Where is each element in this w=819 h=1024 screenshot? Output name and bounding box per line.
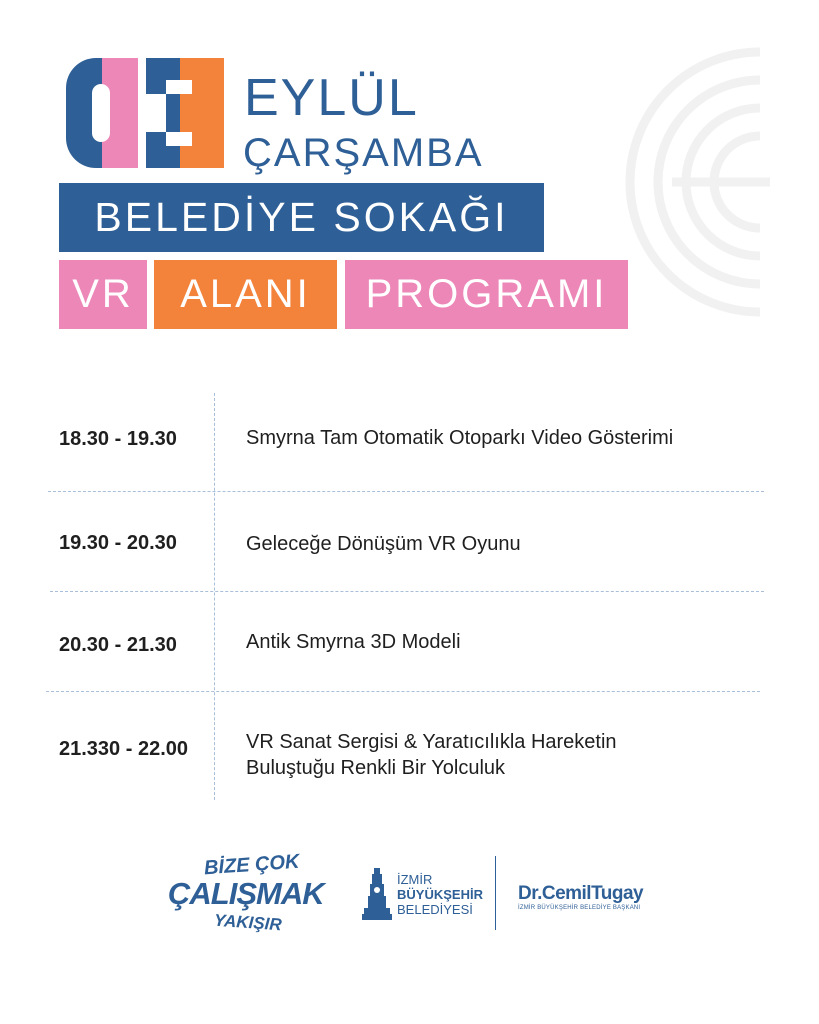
row-divider: [50, 591, 764, 592]
mayor-name: Dr.CemilTugay: [518, 883, 644, 904]
municipality-line-3: BELEDİYESİ: [397, 902, 473, 917]
municipality-name: [397, 872, 483, 917]
schedule-event-4: [246, 729, 766, 781]
month-label: EYLÜL: [244, 69, 419, 127]
subtitle-programi: PROGRAMI: [345, 260, 628, 329]
schedule-event-3: Antik Smyrna 3D Modeli: [246, 631, 461, 653]
schedule-time-3: 20.30 - 21.30: [59, 634, 177, 656]
schedule-time-4: 21.330 - 22.00: [59, 738, 188, 760]
subtitle-vr: VR: [59, 260, 147, 329]
event-title: BELEDİYE SOKAĞI: [59, 183, 544, 252]
schedule-event-4-line-2: Buluştuğu Renkli Bir Yolculuk: [246, 757, 506, 779]
schedule-time-2: 19.30 - 20.30: [59, 532, 177, 554]
column-divider: [214, 393, 215, 800]
mayor-title: İZMİR BÜYÜKŞEHİR BELEDİYE BAŞKANI: [518, 905, 641, 911]
date-day-badge: [62, 52, 232, 174]
municipality-line-1: İZMİR: [397, 872, 433, 887]
schedule-event-2: Geleceğe Dönüşüm VR Oyunu: [246, 533, 521, 555]
clock-tower-icon: [362, 868, 392, 920]
subtitle-alani: ALANI: [154, 260, 337, 329]
slogan-line-2: ÇALIŞMAK: [168, 876, 324, 911]
schedule-time-1: 18.30 - 19.30: [59, 428, 177, 450]
municipality-line-2: BÜYÜKŞEHİR: [397, 887, 483, 902]
row-divider: [46, 691, 760, 692]
row-divider: [48, 491, 764, 492]
schedule-event-1: Smyrna Tam Otomatik Otoparkı Video Gösterimi: [246, 427, 674, 449]
slogan-line-1: BİZE ÇOK: [203, 850, 301, 880]
slogan-logo: [166, 852, 346, 938]
weekday-label: ÇARŞAMBA: [243, 131, 484, 175]
slogan-line-3: YAKIŞIR: [213, 910, 283, 935]
footer-divider: [495, 856, 496, 930]
schedule-event-4-line-1: VR Sanat Sergisi & Yaratıcılıkla Hareketin: [246, 731, 617, 753]
